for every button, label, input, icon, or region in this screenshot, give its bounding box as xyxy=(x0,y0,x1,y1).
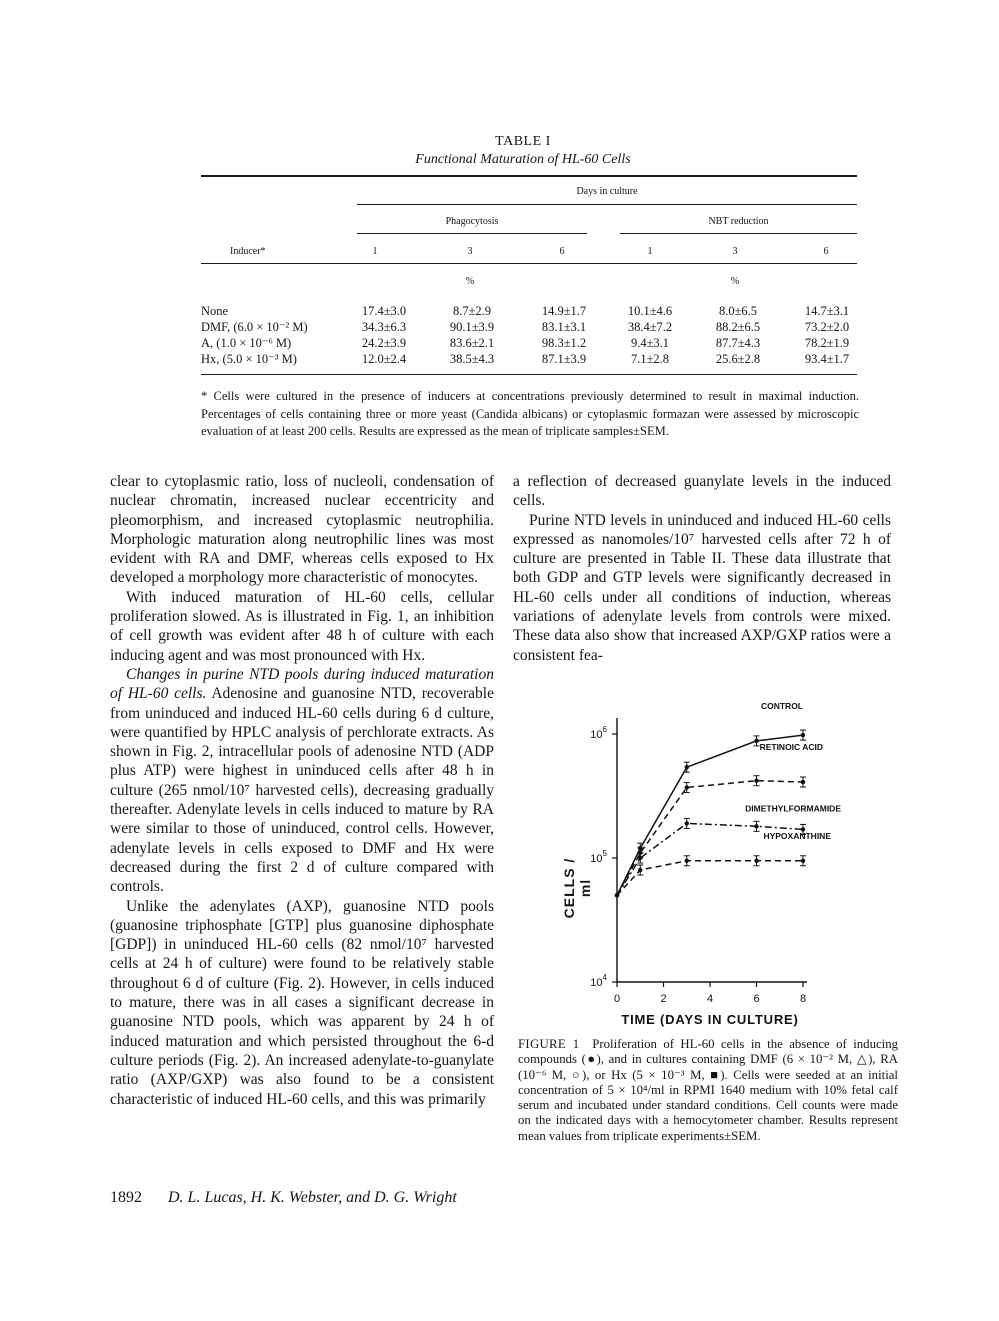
table-cell: 7.1±2.8 xyxy=(630,352,670,366)
y-tick-label: $10^6$ xyxy=(590,725,607,741)
header-day: 3 xyxy=(467,246,473,257)
header-inducer: Inducer* xyxy=(230,246,266,257)
x-tick-label: 0 xyxy=(613,993,621,1005)
data-point xyxy=(801,733,805,737)
x-tick-label: 4 xyxy=(706,993,714,1005)
table-title: TABLE I xyxy=(495,134,551,149)
row-inducer: DMF, (6.0 × 10⁻² M) xyxy=(201,320,308,334)
header-day: 1 xyxy=(372,246,378,257)
table-cell: 93.4±1.7 xyxy=(804,352,850,366)
data-point xyxy=(754,739,758,743)
header-day: 6 xyxy=(559,246,565,257)
data-point xyxy=(685,785,689,789)
header-day: 6 xyxy=(823,246,829,257)
table-rule-nbt xyxy=(620,233,857,234)
unit-percent: % xyxy=(730,276,740,287)
y-tick-label: $10^5$ xyxy=(590,849,607,865)
data-point xyxy=(754,779,758,783)
table-cell: 88.2±6.5 xyxy=(715,320,761,334)
table-cell: 14.9±1.7 xyxy=(541,304,587,318)
table-cell: 87.7±4.3 xyxy=(715,336,761,350)
paragraph: clear to cytoplasmic ratio, loss of nucleoli, condensation of nuclear chromatin, increased nuclear eccentricity and pleomorphism, and increased cytoplasmic neutrophilia. Morphologic maturation along neutrophilic lines was most evident with RA and DMF, whereas cells exposed to Hx developed a morphology more characteristic of monocytes. xyxy=(110,473,494,587)
table-footnote: * Cells were cultured in the presence of inducers at concentrations previously determined to result in maximal induction. Percentages of cells containing three or more yeast (Candida albicans) or cytoplasmic formazan were assessed by microscopic evaluation of at least 200 cells. Results are expressed as the mean of triplicate samples±SEM. xyxy=(201,389,859,438)
right-column xyxy=(513,472,891,665)
table-cell: 25.6±2.8 xyxy=(715,352,761,366)
table-cell: 78.2±1.9 xyxy=(804,336,850,350)
paragraph-body: Adenosine and guanosine NTD, recoverable from uninduced and induced HL-60 cells during 6 d culture, were quantified by HPLC analysis of perchlorate extracts. As shown in Fig. 2, intracellular pools of adenosine NTD (ADP plus ATP) were highest in uninduced cells after 48 h in culture (265 nmol/10⁷ harvested cells), decreasing gradually thereafter. Adenylate levels in cells induced to mature by RA were similar to those of uninduced, control cells. However, adenylate levels in cells exposed to DMF and Hx were decreased during the first 2 d of culture compared with controls. xyxy=(110,685,494,896)
series-label: CONTROL xyxy=(760,701,803,712)
y-tick-exponent: 4 xyxy=(602,973,607,982)
series-label: DIMETHYLFORMAMIDE xyxy=(745,803,841,814)
left-column xyxy=(110,472,494,1109)
series-label: HYPOXANTHINE xyxy=(763,830,831,841)
table-cell: 24.2±3.9 xyxy=(361,336,407,350)
data-point xyxy=(638,868,642,872)
section-heading: Changes in purine NTD pools during induced maturation of HL-60 cells. xyxy=(110,665,494,703)
header-days-in-culture: Days in culture xyxy=(576,186,638,197)
data-point xyxy=(754,824,758,828)
series-line-hypoxanthine xyxy=(617,861,803,896)
table-rule-days xyxy=(357,204,857,205)
figure-label: FIGURE 1 xyxy=(518,1037,580,1051)
paragraph: With induced maturation of HL-60 cells, cellular proliferation slowed. As is illustrated in Fig. 1, an inhibition of cell growth was evident after 48 h of culture with each inducing agent and was most pronounced with Hx. xyxy=(110,588,494,664)
table-cell: 8.7±2.9 xyxy=(452,304,492,318)
x-tick-label: 2 xyxy=(660,993,667,1005)
table-cell: 12.0±2.4 xyxy=(361,352,407,366)
running-authors: D. L. Lucas, H. K. Webster, and D. G. Wright xyxy=(168,1189,457,1206)
row-inducer: Hx, (5.0 × 10⁻³ M) xyxy=(201,352,297,366)
y-tick-exponent: 5 xyxy=(602,849,607,858)
table-cell: 83.1±3.1 xyxy=(541,320,587,334)
header-day: 1 xyxy=(647,246,653,257)
data-point xyxy=(685,859,689,863)
table-header-rule xyxy=(201,263,857,264)
table-subtitle: Functional Maturation of HL-60 Cells xyxy=(415,152,631,167)
table-cell: 38.5±4.3 xyxy=(449,352,495,366)
data-point xyxy=(801,780,805,784)
table-cell: 10.1±4.6 xyxy=(627,304,673,318)
paragraph xyxy=(110,665,494,897)
header-day: 3 xyxy=(732,246,738,257)
y-axis-label: CELLS / ml xyxy=(561,857,593,919)
x-axis-label: TIME (DAYS IN CULTURE) xyxy=(621,1012,799,1027)
table-cell: 87.1±3.9 xyxy=(541,352,587,366)
table-cell: 38.4±7.2 xyxy=(627,320,673,334)
x-tick-label: 8 xyxy=(799,993,807,1005)
table-cell: 90.1±3.9 xyxy=(449,320,495,334)
header-nbt-reduction: NBT reduction xyxy=(708,216,769,227)
data-point xyxy=(685,765,689,769)
page-footer xyxy=(110,1188,457,1208)
table-cell: 8.0±6.5 xyxy=(718,304,758,318)
table-top-rule xyxy=(201,175,857,177)
unit-percent: % xyxy=(465,276,475,287)
row-inducer: None xyxy=(201,304,229,318)
table-cell: 17.4±3.0 xyxy=(361,304,407,318)
figure-caption xyxy=(518,1037,898,1144)
page-number: 1892 xyxy=(110,1189,142,1206)
table-cell: 9.4±3.1 xyxy=(630,336,670,350)
table-cell: 14.7±3.1 xyxy=(804,304,850,318)
paragraph: Unlike the adenylates (AXP), guanosine NTD pools (guanosine triphosphate [GTP] plus guanosine diphosphate [GDP]) in uninduced HL-60 cells (82 nmol/10⁷ harvested cells at 24 h of culture) were found to be relatively stable throughout 6 d of culture (Fig. 2). However, in cells induced to mature, there was in all cases a significant decrease in guanosine NTD pools, which was apparent by 24 h of induced maturation and which persisted throughout the 6-d culture periods (Fig. 2). An increased adenylate-to-guanylate ratio (AXP/GXP) was also found to be a consistent characteristic of induced HL-60 cells, and this was primarily xyxy=(110,897,494,1108)
data-point xyxy=(754,859,758,863)
row-inducer: A, (1.0 × 10⁻⁶ M) xyxy=(201,336,292,350)
data-point xyxy=(801,859,805,863)
table-cell: 34.3±6.3 xyxy=(361,320,407,334)
series-label: RETINOIC ACID xyxy=(759,742,823,753)
paragraph: a reflection of decreased guanylate levels in the induced cells. xyxy=(513,473,891,510)
y-tick-label: $10^4$ xyxy=(590,973,607,989)
header-phagocytosis: Phagocytosis xyxy=(445,216,499,227)
data-point xyxy=(685,821,689,825)
table-cell: 73.2±2.0 xyxy=(804,320,850,334)
y-tick-exponent: 6 xyxy=(602,725,607,734)
data-point-origin xyxy=(615,893,620,898)
series-line-control xyxy=(617,735,803,895)
x-tick-label: 6 xyxy=(753,993,760,1005)
table-cell: 98.3±1.2 xyxy=(541,336,587,350)
table-cell: 83.6±2.1 xyxy=(449,336,495,350)
data-point xyxy=(638,856,642,860)
figure-1-chart xyxy=(560,700,900,1030)
paragraph: Purine NTD levels in uninduced and induced HL-60 cells expressed as nanomoles/10⁷ harvested cells after 72 h of culture are presented in Table II. These data illustrate that both GDP and GTP levels were significantly decreased in HL-60 cells under all conditions of induction, whereas variations of adenylate levels from controls were mixed. These data also show that increased AXP/GXP ratios were a consistent fea- xyxy=(513,511,891,664)
figure-caption-text: Proliferation of HL-60 cells in the absence of inducing compounds (●), and in cultures containing DMF (6 × 10⁻² M, △), RA (10⁻⁶ M, ○), or Hx (5 × 10⁻³ M, ■). Cells were seeded at an initial concentration of 5 × 10⁴/ml in RPMI 1640 medium with 10% fetal calf serum and incubated under standard conditions. Cell counts were made on the indicated days with a hemocytometer chamber. Results represent mean values from triplicate experiments±SEM. xyxy=(518,1037,898,1143)
table-bottom-rule xyxy=(201,374,857,375)
table-rule-phago xyxy=(357,233,587,234)
